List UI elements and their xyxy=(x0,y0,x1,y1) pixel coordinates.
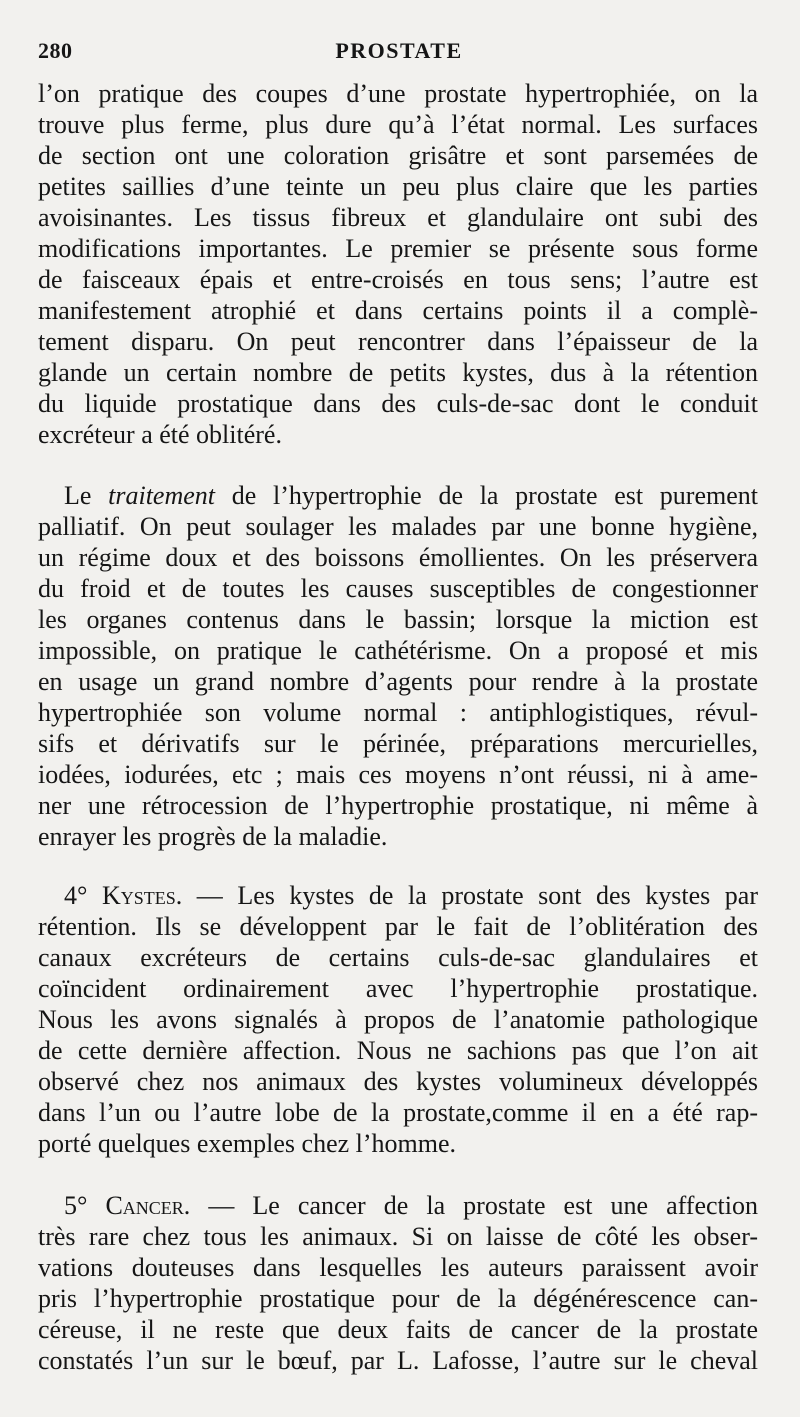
text-line: du froid et de toutes les causes susceptibles de congestionner xyxy=(38,574,758,603)
text-line: céreuse, il ne reste que deux faits de cancer de la prostate xyxy=(38,1315,758,1344)
text-line xyxy=(38,480,758,511)
section-heading: Cancer. xyxy=(105,1191,191,1220)
text-line: vations douteuses dans lesquelles les auteurs paraissent avoir xyxy=(38,1253,758,1282)
lead-rest-text: de l’hypertrophie de la prostate est purement xyxy=(215,481,758,510)
lead-text: Le xyxy=(64,481,109,510)
text-line: coïncident ordinairement avec l’hypertrophie prostatique. xyxy=(38,974,758,1003)
text-line: modifications importantes. Le premier se présente sous forme xyxy=(38,234,758,263)
text-line: dans l’un ou l’autre lobe de la prostate,comme il en a été rap- xyxy=(38,1098,758,1127)
text-line: excréteur a été oblitéré. xyxy=(38,420,282,449)
paragraph-treatment xyxy=(38,480,758,852)
text-line: hypertrophiée son volume normal : antiphlogistiques, révul- xyxy=(38,698,758,727)
text-line: observé chez nos animaux des kystes volumineux développés xyxy=(38,1067,758,1096)
text-line: trouve plus ferme, plus dure qu’à l’état normal. Les surfaces xyxy=(38,110,758,139)
section-kystes xyxy=(38,880,758,1159)
text-line: petites saillies d’une teinte un peu plus claire que les parties xyxy=(38,172,758,201)
text-line: de faisceaux épais et entre-croisés en tous sens; l’autre est xyxy=(38,265,758,294)
text-line: porté quelques exemples chez l’homme. xyxy=(38,1129,457,1158)
section-heading-line xyxy=(38,1190,758,1221)
page-header xyxy=(38,38,760,66)
text-line: l’on pratique des coupes d’une prostate hypertrophiée, on la xyxy=(38,79,758,108)
text-line: constatés l’un sur le bœuf, par L. Lafosse, l’autre sur le cheval xyxy=(38,1346,758,1375)
section-heading-line xyxy=(38,880,758,911)
section-cancer xyxy=(38,1190,758,1376)
text-line: pris l’hypertrophie prostatique pour de la dégénérescence can- xyxy=(38,1284,758,1313)
text-line: de cette dernière affection. Nous ne sachions pas que l’on ait xyxy=(38,1036,758,1065)
lead-rest-text: — Le cancer de la prostate est une affection xyxy=(190,1191,758,1220)
italic-term: traitement xyxy=(108,481,216,510)
lead-rest-text: — Les kystes de la prostate sont des kystes par xyxy=(182,881,758,910)
text-line: iodées, iodurées, etc ; mais ces moyens n’ont réussi, ni à ame- xyxy=(38,760,758,789)
page-number: 280 xyxy=(38,38,73,63)
text-line: rétention. Ils se développent par le fait de l’oblitération des xyxy=(38,912,758,941)
text-line: sifs et dérivatifs sur le périnée, préparations mercurielles, xyxy=(38,729,758,758)
text-line: canaux excréteurs de certains culs-de-sac glandulaires et xyxy=(38,943,758,972)
text-line: tement disparu. On peut rencontrer dans l’épaisseur de la xyxy=(38,327,758,356)
text-line: palliatif. On peut soulager les malades par une bonne hygiène, xyxy=(38,512,758,541)
text-line: un régime doux et des boissons émollientes. On les préservera xyxy=(38,543,758,572)
text-line: enrayer les progrès de la maladie. xyxy=(38,822,388,851)
text-line: du liquide prostatique dans des culs-de-sac dont le conduit xyxy=(38,389,758,418)
running-head: PROSTATE xyxy=(335,38,463,63)
paragraph-anatomy xyxy=(38,78,758,450)
section-number: 5° xyxy=(64,1191,106,1220)
text-line: manifestement atrophié et dans certains points il a complè- xyxy=(38,296,758,325)
section-number: 4° xyxy=(64,881,102,910)
text-line: glande un certain nombre de petits kystes, dus à la rétention xyxy=(38,358,758,387)
text-line: impossible, on pratique le cathétérisme. On a proposé et mis xyxy=(38,636,758,665)
text-line: en usage un grand nombre d’agents pour rendre à la prostate xyxy=(38,667,758,696)
text-line: avoisinantes. Les tissus fibreux et glandulaire ont subi des xyxy=(38,203,758,232)
text-line: les organes contenus dans le bassin; lorsque la miction est xyxy=(38,605,758,634)
text-line: très rare chez tous les animaux. Si on laisse de côté les obser- xyxy=(38,1222,758,1251)
text-line: ner une rétrocession de l’hypertrophie prostatique, ni même à xyxy=(38,791,758,820)
text-line: Nous les avons signalés à propos de l’anatomie pathologique xyxy=(38,1005,758,1034)
text-line: de section ont une coloration grisâtre et sont parsemées de xyxy=(38,141,758,170)
section-heading: Kystes. xyxy=(101,881,183,910)
